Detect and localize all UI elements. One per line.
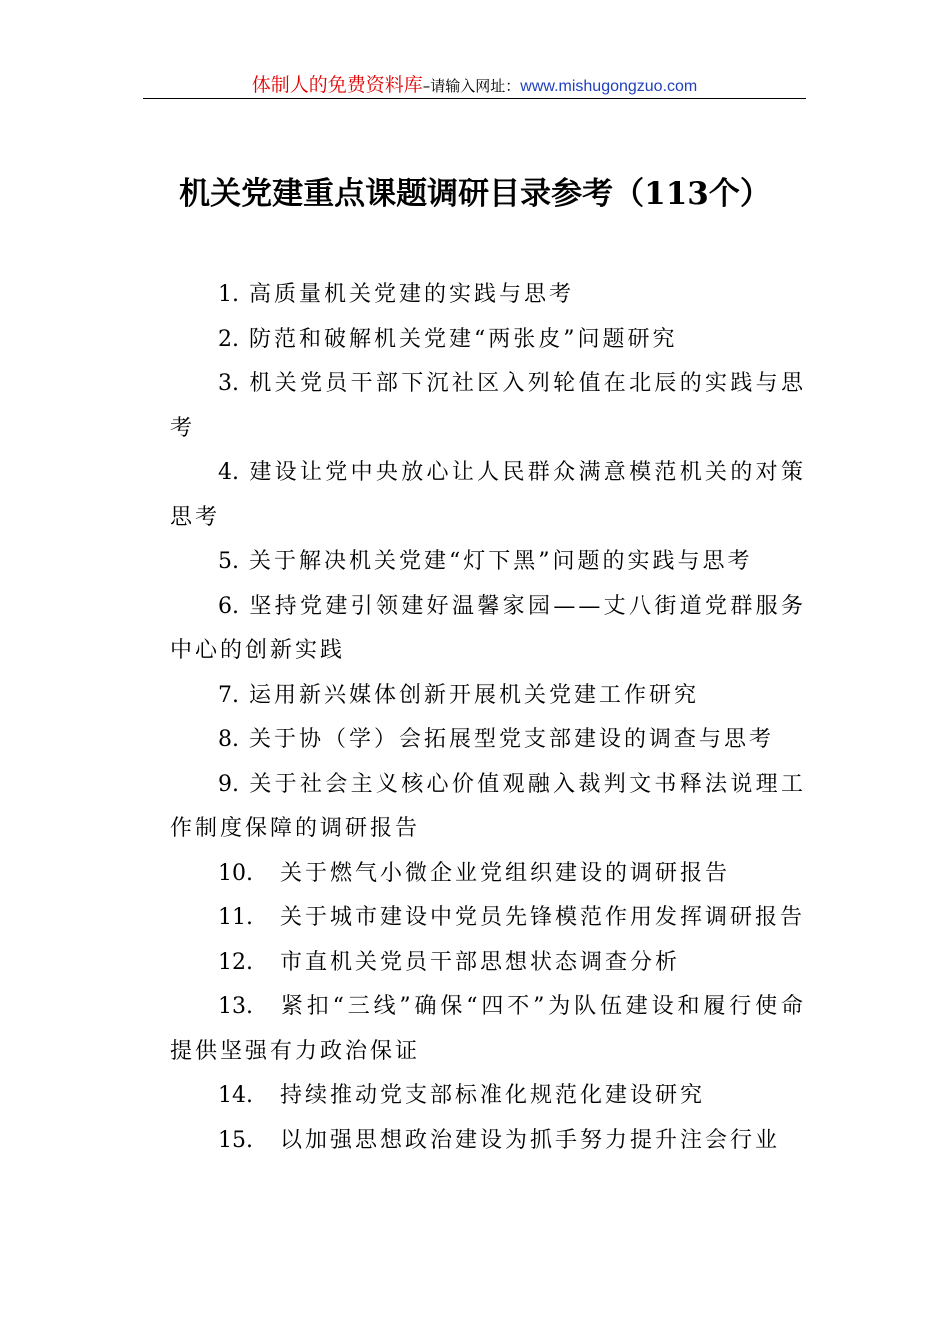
topic-list	[170, 273, 806, 1163]
item-number: 6.	[218, 593, 239, 619]
item-text: 运用新兴媒体创新开展机关党建工作研究	[249, 682, 700, 708]
item-number: 13.	[218, 994, 253, 1019]
item-number: 10.	[218, 860, 253, 886]
url-prompt: –请输入网址：	[422, 77, 521, 95]
item-text: 高质量机关党建的实践与思考	[249, 282, 575, 307]
list-item	[170, 718, 806, 763]
item-text: 持续推动党支部标准化规范化建设研究	[280, 1083, 706, 1108]
site-url-link[interactable]: www.mishugongzuo.com	[520, 78, 698, 95]
item-text: 以加强思想政治建设为抓手努力提升注会行业	[280, 1127, 781, 1153]
list-item	[170, 451, 806, 540]
list-item	[170, 1119, 806, 1164]
page-header	[143, 70, 806, 99]
item-number: 1.	[218, 282, 239, 307]
item-number: 4.	[218, 460, 239, 485]
list-item	[170, 763, 806, 852]
site-name: 体制人的免费资料库	[251, 74, 423, 96]
item-text: 关于社会主义核心价值观融入裁判文书释法说理工作制度保障的调研报告	[170, 771, 806, 841]
item-number: 9.	[218, 771, 239, 797]
document-title: 机关党建重点课题调研目录参考（113个）	[179, 176, 771, 212]
item-text: 关于燃气小微企业党组织建设的调研报告	[280, 860, 731, 886]
item-text: 机关党员干部下沉社区入列轮值在北辰的实践与思考	[170, 371, 806, 441]
list-item	[170, 585, 806, 674]
item-text: 防范和破解机关党建“两张皮”问题研究	[249, 326, 678, 352]
item-number: 15.	[218, 1127, 253, 1153]
item-text: 关于城市建设中党员先锋模范作用发挥调研报告	[280, 905, 806, 930]
item-text: 坚持党建引领建好温馨家园——丈八街道党群服务中心的创新实践	[170, 593, 806, 663]
list-item	[170, 941, 806, 986]
item-text: 建设让党中央放心让人民群众满意模范机关的对策思考	[170, 460, 806, 530]
item-number: 7.	[218, 682, 239, 708]
item-text: 关于协（学）会拓展型党支部建设的调查与思考	[249, 727, 775, 752]
list-item	[170, 985, 806, 1074]
item-number: 8.	[218, 727, 239, 752]
item-text: 关于解决机关党建“灯下黑”问题的实践与思考	[249, 549, 753, 574]
item-number: 11.	[218, 905, 253, 930]
list-item	[170, 852, 806, 897]
item-number: 5.	[218, 549, 239, 574]
list-item	[170, 273, 806, 318]
list-item	[170, 540, 806, 585]
list-item	[170, 362, 806, 451]
item-text: 市直机关党员干部思想状态调查分析	[280, 949, 681, 975]
list-item	[170, 1074, 806, 1119]
list-item	[170, 896, 806, 941]
item-number: 12.	[218, 949, 253, 975]
item-text: 紧扣“三线”确保“四不”为队伍建设和履行使命提供坚强有力政治保证	[170, 994, 806, 1064]
list-item	[170, 674, 806, 719]
item-number: 2.	[218, 326, 239, 352]
item-number: 3.	[218, 371, 239, 396]
item-number: 14.	[218, 1083, 253, 1108]
list-item	[170, 318, 806, 363]
